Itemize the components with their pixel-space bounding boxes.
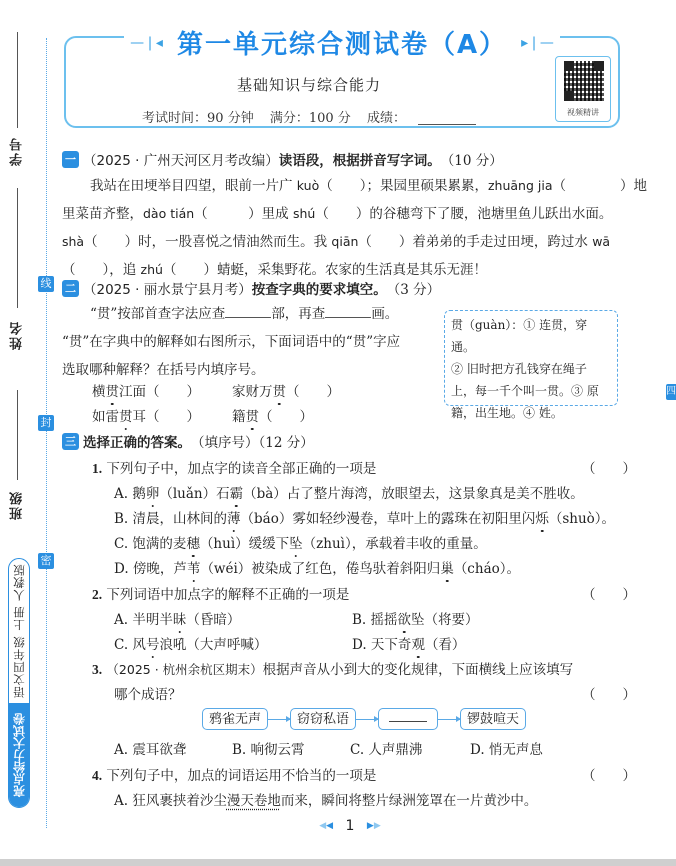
answer-blank[interactable]: （ ）蜻蜓，采集野花。农家的生活真是其乐无涯！ bbox=[162, 262, 487, 278]
section-1-instruction: 读语段，根据拼音写字词。 bbox=[278, 153, 441, 169]
full-score: 满分：100 分 bbox=[269, 111, 351, 126]
q3-option-a[interactable]: A. 震耳欲聋 bbox=[114, 742, 187, 758]
answer-blank[interactable]: （ ）里成 bbox=[194, 206, 293, 222]
section-2-body bbox=[62, 300, 442, 384]
binding-mark-mi: 密 bbox=[38, 553, 54, 569]
q2-option-b[interactable] bbox=[352, 608, 479, 628]
student-name-line bbox=[17, 188, 18, 308]
answer-blank[interactable]: （ ）的谷穗弯下了腰，池塘里鱼儿跃出水面。 bbox=[315, 206, 613, 222]
dict-line-4: 籍，出生地。④ 姓。 bbox=[451, 406, 563, 420]
student-id-field[interactable] bbox=[4, 32, 30, 166]
section-2-instruction: 按查字典的要求填空。 bbox=[251, 282, 387, 298]
question-2 bbox=[92, 583, 349, 603]
series-side-tab bbox=[8, 558, 30, 808]
passage-line-3 bbox=[62, 228, 632, 256]
pinyin: dào tián bbox=[143, 206, 195, 221]
answer-blank[interactable]: （ ）地 bbox=[552, 178, 647, 194]
dotted-char: 苇 bbox=[186, 561, 201, 577]
text: 如雷 bbox=[92, 409, 119, 425]
flow-node-1: 鸦雀无声 bbox=[202, 708, 268, 730]
text: 家财万 bbox=[232, 384, 273, 400]
section-1-passage bbox=[62, 172, 647, 284]
dotted-char: 薄 bbox=[227, 511, 241, 527]
student-id-line bbox=[17, 32, 18, 128]
text: （zhuì），承载着丰收的重量。 bbox=[302, 536, 487, 552]
word-item-3[interactable] bbox=[92, 405, 200, 425]
word-item-1[interactable] bbox=[92, 380, 200, 400]
word-item-2[interactable] bbox=[232, 380, 340, 400]
page-number bbox=[300, 818, 400, 834]
answer-blank: （ ） bbox=[259, 409, 313, 425]
dotted-char: 贯 bbox=[272, 384, 286, 400]
text: （bà）占了整片海湾，放眼望去，这景象真是美不胜收。 bbox=[243, 486, 584, 502]
blank-underline bbox=[389, 721, 427, 722]
instruction-line-2: “贯”在字典中的解释如右图所示，下面词语中的“贯”字应 bbox=[62, 334, 401, 350]
q3-option-c[interactable]: C. 人声鼎沸 bbox=[350, 742, 423, 758]
text: A. 鹅 bbox=[114, 486, 146, 502]
instruction-line-3: 选取哪种解释？在括号内填序号。 bbox=[62, 362, 265, 378]
page-title: 第一单元综合测试卷（A） bbox=[169, 24, 515, 61]
next-arrow-icon: ▶ bbox=[366, 821, 374, 831]
score-label: 成绩： bbox=[366, 111, 406, 126]
dotted-char: 贯 bbox=[105, 384, 119, 400]
dotted-char: 坠 bbox=[289, 536, 303, 552]
dotted-char: 霸 bbox=[229, 486, 244, 502]
text: （luǎn）石 bbox=[159, 486, 230, 502]
dict-line-2: ② 旧时把方孔钱穿在绳子 bbox=[451, 362, 587, 376]
dotted-char: 巢 bbox=[440, 561, 454, 577]
dotted-char: 号 bbox=[145, 637, 160, 653]
text: （cháo）。 bbox=[453, 561, 520, 577]
series-brand: 亮点给力大试卷 bbox=[9, 703, 29, 807]
binding-mark-xian: 线 bbox=[38, 276, 54, 292]
radical-line bbox=[62, 300, 442, 328]
q2-answer-paren[interactable]: （ ） bbox=[582, 587, 636, 603]
q2-option-c[interactable] bbox=[114, 633, 267, 653]
q1-answer-paren[interactable]: （ ） bbox=[582, 461, 636, 477]
answer-blank[interactable]: （ ），追 bbox=[62, 262, 141, 278]
next-light-arrow-icon: ▶ bbox=[373, 821, 381, 831]
title-bar bbox=[64, 24, 620, 61]
text: A. 狂风裹挟着沙尘 bbox=[114, 793, 227, 809]
dotted-char: 贯 bbox=[245, 409, 259, 425]
score-blank[interactable] bbox=[418, 113, 476, 125]
section-3-heading bbox=[62, 431, 314, 451]
q2-option-a[interactable] bbox=[114, 608, 240, 628]
text: 籍 bbox=[232, 409, 246, 425]
q4-answer-paren[interactable]: （ ） bbox=[582, 768, 636, 784]
radical-blank[interactable] bbox=[225, 304, 271, 318]
q3-option-b[interactable]: B. 响彻云霄 bbox=[232, 742, 305, 758]
q4-option-a[interactable] bbox=[114, 789, 537, 809]
text: “贯”按部首查字法应查 bbox=[90, 306, 226, 322]
dotted-char: 贯 bbox=[119, 409, 133, 425]
answer-blank[interactable]: （ ）着弟弟的手走过田埂，跨过水 bbox=[358, 234, 593, 250]
class-label: 班级 bbox=[9, 490, 25, 520]
page-number-value: 1 bbox=[345, 818, 355, 834]
pinyin: shà bbox=[62, 234, 85, 249]
unit-side-tab: 四 bbox=[666, 384, 676, 400]
section-3-instruction: 选择正确的答案。 bbox=[83, 435, 191, 451]
binding-mark-feng: 封 bbox=[38, 415, 54, 431]
question-stem: 下列句子中，加点的词语运用不恰当的一项是 bbox=[106, 768, 377, 784]
pinyin: zhú bbox=[140, 262, 163, 277]
section-2-source: （2025 · 丽水景宁县月考） bbox=[83, 282, 252, 298]
text: D. 天下奇 bbox=[352, 637, 412, 653]
dict-line-1: 贯（guàn）：① 连贯，穿通。 bbox=[451, 318, 588, 354]
text: （wéi）被染成了红色，倦鸟驮着斜阳归 bbox=[200, 561, 441, 577]
text: 坠（将要） bbox=[411, 612, 479, 628]
strokes-blank[interactable] bbox=[325, 304, 371, 318]
arrow-right-icon bbox=[268, 719, 290, 720]
word-item-4[interactable] bbox=[232, 405, 313, 425]
flow-node-4: 锣鼓喧天 bbox=[460, 708, 526, 730]
student-name-label: 姓名 bbox=[9, 320, 25, 350]
text: （昏暗） bbox=[186, 612, 241, 628]
q1-option-d[interactable] bbox=[114, 557, 520, 577]
question-number: 4. bbox=[92, 768, 103, 783]
sound-progression-diagram bbox=[202, 708, 526, 730]
prev-light-arrow-icon: ◀ bbox=[319, 821, 327, 831]
text: A. 半明半 bbox=[114, 612, 173, 628]
question-3 bbox=[92, 658, 573, 678]
dotted-char: 观 bbox=[411, 637, 425, 653]
q3-answer-paren[interactable]: （ ） bbox=[582, 687, 636, 703]
dotted-char: 穗 bbox=[186, 536, 200, 552]
question-number: 1. bbox=[92, 461, 103, 476]
answer-blank: 江面（ ） bbox=[119, 384, 200, 400]
qr-code-icon bbox=[564, 61, 604, 101]
text: C. 风 bbox=[114, 637, 146, 653]
arrow-right-icon bbox=[438, 719, 460, 720]
student-id-label: 学号 bbox=[9, 136, 25, 166]
text: D. 傍晚，芦 bbox=[114, 561, 187, 577]
dotted-char: 昧 bbox=[172, 612, 187, 628]
exam-meta bbox=[64, 107, 554, 126]
section-3-number: 三 bbox=[62, 433, 79, 450]
passage-line-2 bbox=[62, 200, 632, 228]
dictionary-entry-box bbox=[444, 310, 618, 420]
left-arrow-ornament-icon: —❘◂ bbox=[124, 35, 169, 51]
page-subtitle: 基础知识与综合能力 bbox=[236, 76, 381, 94]
text: 我站在田埂举目四望，眼前一片广 bbox=[90, 178, 297, 194]
arrow-right-icon bbox=[356, 719, 378, 720]
section-2-heading bbox=[62, 278, 440, 298]
answer-blank: 耳（ ） bbox=[132, 409, 200, 425]
pinyin: zhuāng jia bbox=[487, 178, 553, 193]
dict-line-3: 上，每一千个叫一贯。③ 原 bbox=[451, 384, 599, 398]
question-stem: 下列句子中，加点字的读音全部正确的一项是 bbox=[106, 461, 377, 477]
text: B. 清晨，山林间的 bbox=[114, 511, 228, 527]
q3-option-d[interactable]: D. 悄无声息 bbox=[470, 742, 543, 758]
text: （báo）雾如轻纱漫卷，草叶上的露珠在初阳里闪 bbox=[240, 511, 536, 527]
question-number: 2. bbox=[92, 587, 103, 602]
text: 画。 bbox=[371, 306, 399, 322]
dotted-char: 欲 bbox=[397, 612, 412, 628]
binding-dotted-line bbox=[46, 38, 47, 828]
text: B. 摇摇 bbox=[352, 612, 398, 628]
pinyin: kuò bbox=[296, 178, 320, 193]
question-4 bbox=[92, 764, 376, 784]
pinyin: wā bbox=[592, 234, 611, 249]
pinyin: qiān bbox=[331, 234, 359, 249]
answer-blank[interactable]: （ ）；果园里硕果累累， bbox=[319, 178, 488, 194]
dotted-phrase: 漫天卷地 bbox=[226, 793, 281, 809]
text: 里菜苗齐整， bbox=[62, 206, 143, 222]
section-1-points: （10 分） bbox=[440, 153, 503, 169]
page-bottom-edge bbox=[0, 859, 676, 866]
qr-code-box[interactable] bbox=[555, 56, 611, 122]
question-number: 3. bbox=[92, 662, 103, 677]
question-3-line-2: 哪个成语？ bbox=[114, 687, 182, 703]
section-1-number: 一 bbox=[62, 151, 79, 168]
answer-blank[interactable]: （ ）时，一股喜悦之情油然而生。我 bbox=[84, 234, 332, 250]
pinyin: shú bbox=[292, 206, 316, 221]
section-2-points: （3 分） bbox=[386, 282, 441, 298]
text: 而来，瞬间将整片绿洲笼罩在一片黄沙中。 bbox=[280, 793, 538, 809]
q2-option-d[interactable] bbox=[352, 633, 465, 653]
class-line bbox=[17, 390, 18, 480]
question-1 bbox=[92, 457, 376, 477]
text: 横 bbox=[92, 384, 106, 400]
right-arrow-ornament-icon: ▸❘— bbox=[515, 35, 560, 51]
text: 浪吼（大声呼喊） bbox=[159, 637, 268, 653]
text: 部，再查 bbox=[271, 306, 326, 322]
question-stem: 根据声音从小到大的变化规律，下面横线上应该填写 bbox=[262, 662, 574, 678]
prev-arrow-icon: ◀ bbox=[326, 821, 334, 831]
class-field[interactable] bbox=[4, 390, 30, 520]
q1-option-b[interactable] bbox=[114, 507, 615, 527]
question-stem: 下列词语中加点字的解释不正确的一项是 bbox=[106, 587, 350, 603]
dotted-char: 烁 bbox=[535, 511, 549, 527]
text: （huì）缓缓下 bbox=[199, 536, 290, 552]
flow-node-blank[interactable] bbox=[378, 708, 438, 730]
student-name-field[interactable] bbox=[4, 188, 30, 350]
section-3-note: （填序号）（12 分） bbox=[191, 435, 314, 451]
text: （shuò）。 bbox=[548, 511, 616, 527]
q1-option-c[interactable] bbox=[114, 532, 487, 552]
question-source: （2025 · 杭州余杭区期末） bbox=[106, 662, 263, 677]
text: C. 饱满的麦 bbox=[114, 536, 187, 552]
section-1-source: （2025 · 广州天河区月考改编） bbox=[83, 153, 279, 169]
exam-time: 考试时间：90 分钟 bbox=[142, 111, 254, 126]
series-grade: 语文四年级 上册 人教版 bbox=[12, 563, 26, 699]
answer-blank: （ ） bbox=[286, 384, 340, 400]
q1-option-a[interactable] bbox=[114, 482, 584, 502]
text: （看） bbox=[424, 637, 466, 653]
section-1-heading bbox=[62, 149, 503, 169]
flow-node-2: 窃窃私语 bbox=[290, 708, 356, 730]
passage-line-1 bbox=[62, 172, 647, 200]
section-2-number: 二 bbox=[62, 280, 79, 297]
qr-caption: 视频精讲 bbox=[567, 108, 599, 117]
dotted-char: 卵 bbox=[145, 486, 160, 502]
